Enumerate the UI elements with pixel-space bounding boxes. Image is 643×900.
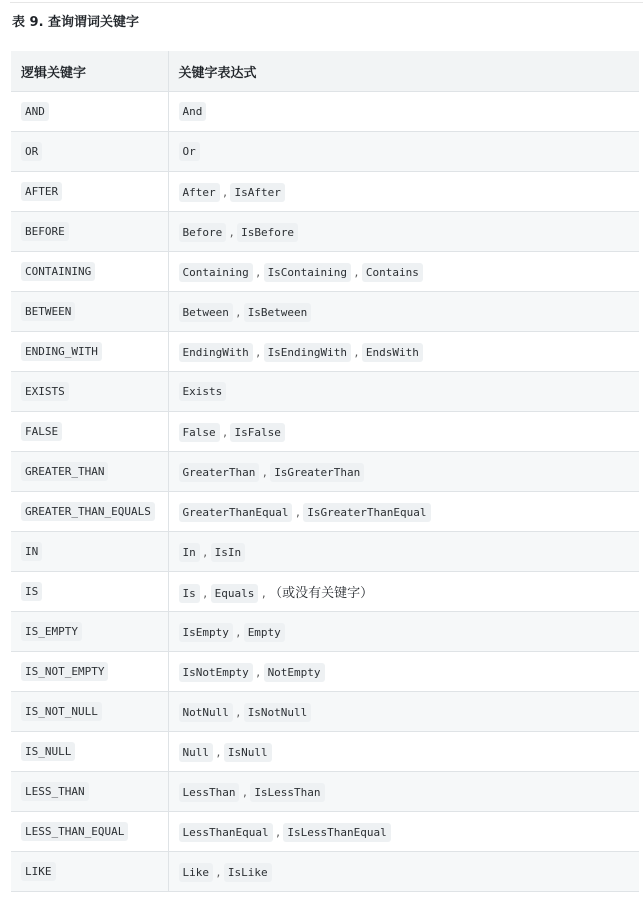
expression-separator: ,: [216, 864, 221, 879]
table-row: [11, 292, 639, 332]
logical-keyword: AFTER: [21, 182, 62, 201]
logical-keyword-cell: [11, 732, 168, 772]
keyword-expression: EndingWith: [179, 343, 253, 362]
logical-keyword-cell: [11, 812, 168, 852]
keyword-expression: Or: [179, 142, 200, 161]
keyword-expression: NotNull: [179, 703, 233, 722]
table-caption: 表 9. 查询谓词关键字: [12, 15, 140, 30]
expression-separator: ,: [236, 624, 241, 639]
keyword-expression: IsFalse: [230, 423, 284, 442]
top-divider: [10, 2, 643, 3]
table-row: [11, 252, 639, 292]
keyword-expression: IsIn: [211, 543, 246, 562]
logical-keyword-cell: [11, 692, 168, 732]
logical-keyword: LIKE: [21, 862, 56, 881]
table-row: [11, 652, 639, 692]
table-row: [11, 372, 639, 412]
keyword-expression: IsNull: [224, 743, 272, 762]
header-keyword-expressions: 关键字表达式: [168, 51, 639, 92]
table-row: [11, 732, 639, 772]
logical-keyword-cell: [11, 132, 168, 172]
header-logical-keyword: 逻辑关键字: [11, 51, 168, 92]
expression-separator: ,: [216, 744, 221, 759]
keyword-expression: EndsWith: [362, 343, 423, 362]
logical-keyword: IS_NULL: [21, 742, 75, 761]
keyword-expressions-cell: [168, 332, 639, 372]
keyword-expression: IsLike: [224, 863, 272, 882]
expression-separator: ,: [242, 784, 247, 799]
logical-keyword-cell: [11, 92, 168, 132]
expression-separator: ,: [256, 664, 261, 679]
table-row: [11, 692, 639, 732]
logical-keyword: LESS_THAN: [21, 782, 89, 801]
keyword-expression: IsLessThanEqual: [283, 823, 390, 842]
logical-keyword-cell: [11, 452, 168, 492]
logical-keyword-cell: [11, 532, 168, 572]
expression-separator: ,: [256, 264, 261, 279]
table-row: [11, 412, 639, 452]
keyword-expression: And: [179, 102, 207, 121]
keyword-expression: IsNotEmpty: [179, 663, 253, 682]
keyword-expression: IsBefore: [237, 223, 298, 242]
keyword-expression: LessThanEqual: [179, 823, 273, 842]
table-row: [11, 612, 639, 652]
keyword-expressions-cell: [168, 132, 639, 172]
expression-separator: ,: [203, 544, 208, 559]
logical-keyword: AND: [21, 102, 49, 121]
keyword-expression: Like: [179, 863, 214, 882]
expression-separator: ,: [295, 504, 300, 519]
keyword-expressions-cell: [168, 772, 639, 812]
keyword-expression: Contains: [362, 263, 423, 282]
keyword-expression: IsGreaterThanEqual: [303, 503, 430, 522]
table-row: [11, 332, 639, 372]
logical-keyword-cell: [11, 852, 168, 892]
keyword-expression: Before: [179, 223, 227, 242]
table-row: [11, 852, 639, 892]
keyword-expression: Containing: [179, 263, 253, 282]
expression-separator: ,: [354, 344, 359, 359]
logical-keyword-cell: [11, 332, 168, 372]
keyword-expressions-cell: [168, 92, 639, 132]
expression-separator: ,: [354, 264, 359, 279]
logical-keyword-cell: [11, 572, 168, 612]
keyword-expression: Empty: [244, 623, 285, 642]
table-header-row: [11, 51, 639, 92]
logical-keyword: IS_NOT_NULL: [21, 702, 102, 721]
keyword-expressions-cell: [168, 692, 639, 732]
logical-keyword-cell: [11, 172, 168, 212]
logical-keyword: OR: [21, 142, 42, 161]
logical-keyword-cell: [11, 292, 168, 332]
keyword-expressions-cell: [168, 652, 639, 692]
logical-keyword-cell: [11, 492, 168, 532]
keyword-expression: Null: [179, 743, 214, 762]
logical-keyword: ENDING_WITH: [21, 342, 102, 361]
logical-keyword-cell: [11, 772, 168, 812]
keyword-expressions-cell: [168, 852, 639, 892]
keyword-expressions-cell: [168, 732, 639, 772]
table-row: [11, 212, 639, 252]
keyword-expressions-cell: [168, 172, 639, 212]
keyword-expressions-cell: [168, 252, 639, 292]
expression-separator: ,: [229, 224, 234, 239]
table-row: [11, 132, 639, 172]
expression-separator: ,: [262, 464, 267, 479]
keyword-expressions-cell: [168, 412, 639, 452]
keyword-expression: Equals: [211, 584, 259, 603]
keyword-expressions-cell: [168, 612, 639, 652]
keyword-expression: IsContaining: [264, 263, 351, 282]
keyword-expression: Exists: [179, 382, 227, 401]
table-body: [11, 92, 639, 892]
keyword-expressions-cell: [168, 292, 639, 332]
keyword-expression: Between: [179, 303, 233, 322]
expression-separator: ,: [223, 424, 227, 439]
keyword-expressions-cell: [168, 532, 639, 572]
keyword-expressions-cell: [168, 212, 639, 252]
keyword-expression: False: [179, 423, 220, 442]
table-row: [11, 572, 639, 612]
logical-keyword: FALSE: [21, 422, 62, 441]
expression-separator: ,: [236, 704, 241, 719]
expression-separator: ,: [276, 824, 280, 839]
keyword-expression: IsGreaterThan: [270, 463, 364, 482]
logical-keyword-cell: [11, 372, 168, 412]
keyword-expression: GreaterThanEqual: [179, 503, 293, 522]
keyword-expression: Is: [179, 584, 200, 603]
expression-separator: ,: [223, 184, 227, 199]
keyword-expression: IsBetween: [244, 303, 312, 322]
keyword-expression: LessThan: [179, 783, 240, 802]
keyword-expression: IsEmpty: [179, 623, 233, 642]
table-row: [11, 92, 639, 132]
logical-keyword: CONTAINING: [21, 262, 95, 281]
logical-keyword: LESS_THAN_EQUAL: [21, 822, 128, 841]
logical-keyword: EXISTS: [21, 382, 69, 401]
logical-keyword: IN: [21, 542, 42, 561]
keyword-expression: In: [179, 543, 200, 562]
table-row: [11, 452, 639, 492]
expression-separator: ,: [203, 586, 208, 600]
logical-keyword: IS_NOT_EMPTY: [21, 662, 108, 681]
expression-separator: ,: [256, 344, 261, 359]
keyword-expressions-cell: [168, 812, 639, 852]
logical-keyword-cell: [11, 652, 168, 692]
logical-keyword: GREATER_THAN_EQUALS: [21, 502, 155, 521]
logical-keyword-cell: [11, 212, 168, 252]
expression-separator: ,: [236, 304, 241, 319]
table-row: [11, 812, 639, 852]
keyword-expressions-cell: [168, 492, 639, 532]
logical-keyword: GREATER_THAN: [21, 462, 108, 481]
keyword-expression: IsNotNull: [244, 703, 312, 722]
keyword-expression: IsEndingWith: [264, 343, 351, 362]
expression-note: （或没有关键字）: [269, 586, 374, 601]
keyword-expressions-cell: [168, 372, 639, 412]
expression-separator: ,: [261, 586, 266, 600]
keyword-expression: NotEmpty: [264, 663, 325, 682]
logical-keyword-cell: [11, 252, 168, 292]
table-row: [11, 772, 639, 812]
keyword-expression: IsLessThan: [250, 783, 324, 802]
keyword-expression: After: [179, 183, 220, 202]
table-row: [11, 532, 639, 572]
logical-keyword: IS_EMPTY: [21, 622, 82, 641]
logical-keyword: BETWEEN: [21, 302, 75, 321]
keyword-expressions-cell: [168, 452, 639, 492]
query-predicate-keywords-table: [11, 51, 639, 892]
keyword-expression: GreaterThan: [179, 463, 260, 482]
table-row: [11, 492, 639, 532]
logical-keyword: IS: [21, 582, 42, 601]
table-row: [11, 172, 639, 212]
logical-keyword-cell: [11, 612, 168, 652]
logical-keyword-cell: [11, 412, 168, 452]
keyword-expressions-cell: [168, 572, 639, 612]
keyword-expression: IsAfter: [230, 183, 284, 202]
logical-keyword: BEFORE: [21, 222, 69, 241]
